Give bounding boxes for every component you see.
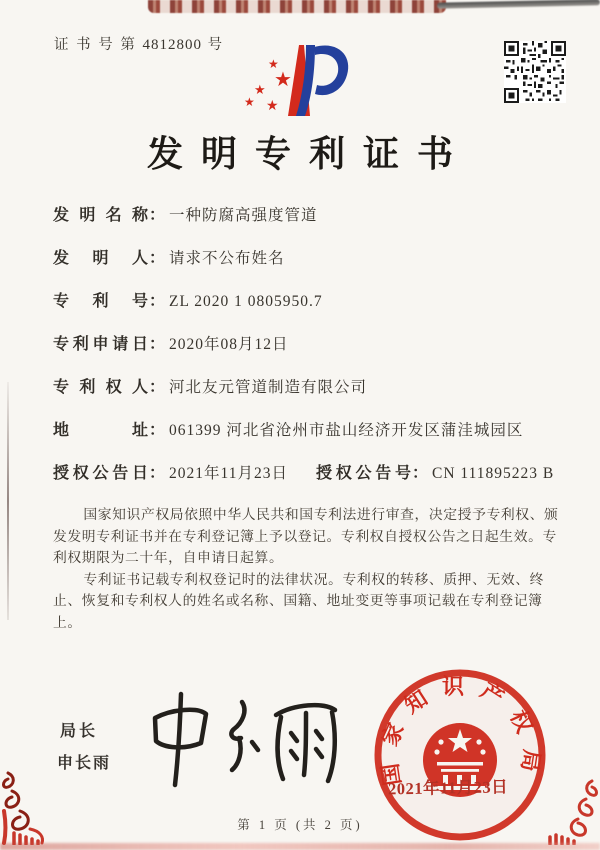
field-value: 河北友元管道制造有限公司 — [169, 379, 368, 396]
certificate-number-prefix: 证 书 号 第 — [54, 37, 137, 53]
bottom-scan-blur — [0, 843, 600, 850]
field-label: 专利号 — [53, 293, 148, 310]
colon: ： — [149, 422, 166, 439]
certificate-number-suffix: 号 — [207, 37, 225, 53]
certificate-body — [53, 203, 565, 633]
handwritten-signature-icon — [138, 688, 343, 790]
legal-text — [53, 504, 565, 633]
colon: ： — [149, 379, 166, 396]
colon: ： — [149, 293, 166, 310]
colon: ： — [149, 336, 166, 353]
certificate-number — [54, 33, 224, 54]
field-filing-date — [53, 332, 565, 358]
legal-paragraph-2: 专利证书记载专利权登记时的法律状况。专利权的转移、质押、无效、终止、恢复和专利权人的姓名或名称、国籍、地址变更等事项记载在专利登记簿上。 — [53, 571, 545, 630]
field-grant-number — [316, 461, 554, 487]
field-value: 一种防腐高强度管道 — [169, 207, 318, 224]
seal-agency-text: 国家知识产权局 — [375, 674, 545, 788]
field-value: ZL 2020 1 0805950.7 — [169, 293, 323, 310]
colon: ： — [412, 465, 429, 482]
field-value: CN 111895223 B — [432, 465, 555, 482]
field-inventor — [53, 246, 565, 272]
field-label: 专利申请日 — [53, 336, 148, 353]
signatory-title: 局长 — [60, 723, 99, 740]
bottom-left-ornament — [0, 771, 64, 850]
field-grant-date — [53, 461, 316, 487]
field-value: 2020年08月12日 — [169, 336, 289, 353]
field-label: 地址 — [53, 422, 148, 439]
scan-edge-line — [437, 0, 600, 9]
field-label: 授权公告号 — [316, 465, 411, 482]
field-address — [53, 418, 565, 444]
colon: ： — [149, 465, 166, 482]
field-invention-name — [53, 203, 565, 229]
field-label: 授权公告日 — [53, 465, 148, 482]
field-value: 061399 河北省沧州市盐山经济开发区蒲洼城园区 — [169, 422, 524, 439]
star-icon: ★ — [274, 69, 292, 91]
field-value: 2021年11月23日 — [169, 465, 288, 482]
colon: ： — [149, 250, 166, 267]
top-ornamental-border — [148, 0, 446, 13]
legal-paragraph-1: 国家知识产权局依照中华人民共和国专利法进行审查，决定授予专利权、颁发发明专利证书并在专利登记簿上予以登记。专利权自授权公告之日起生效。专利权期限为二十年，自申请日起算。 — [53, 507, 559, 565]
signatory-name: 申长雨 — [57, 755, 112, 772]
star-icon: ★ — [244, 95, 255, 109]
seal-date-overlay: 2021年11月23日 — [387, 777, 509, 799]
field-patent-number — [53, 289, 565, 315]
field-label: 发明名称 — [53, 207, 148, 224]
page-fold-line — [7, 382, 9, 620]
field-grant-row — [53, 461, 565, 487]
field-label: 发明人 — [53, 250, 148, 267]
qr-code-icon — [504, 41, 566, 103]
document-title: 发明专利证书 — [146, 134, 471, 174]
cnipa-patent-logo-icon — [238, 38, 362, 132]
certificate-number-value: 4812800 — [142, 37, 202, 53]
star-icon: ★ — [268, 57, 279, 71]
star-icon: ★ — [266, 99, 279, 114]
page-number: 第 1 页 (共 2 页) — [237, 818, 363, 832]
bottom-right-ornament — [542, 779, 600, 850]
field-patentee — [53, 375, 565, 401]
star-icon: ★ — [254, 82, 266, 97]
field-label: 专利权人 — [53, 379, 148, 396]
field-value: 请求不公布姓名 — [169, 250, 285, 267]
colon: ： — [149, 207, 166, 224]
